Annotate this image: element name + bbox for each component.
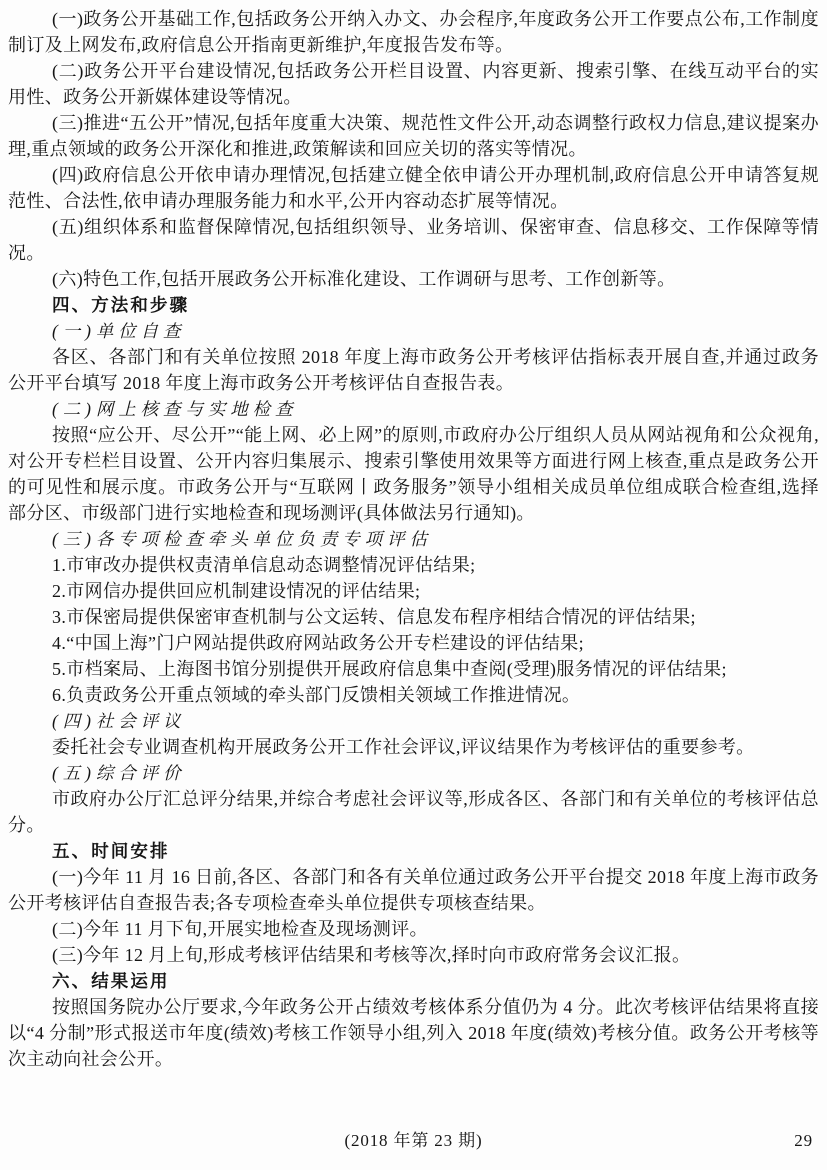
paragraph: 按照国务院办公厅要求,今年政务公开占绩效考核体系分值仍为 4 分。此次考核评估结果将直接以“4 分制”形式报送市年度(绩效)考核工作领导小组,列入 2018 年度(绩效)考核分值。政务公开考核等次主动向社会公开。 bbox=[8, 997, 819, 1069]
paragraph: 5.市档案局、上海图书馆分别提供开展政府信息集中查阅(受理)服务情况的评估结果; bbox=[52, 659, 727, 679]
paragraph: 2.市网信办提供回应机制建设情况的评估结果; bbox=[52, 581, 421, 601]
paragraph: 各区、各部门和有关单位按照 2018 年度上海市政务公开考核评估指标表开展自查,并通过政务公开平台填写 2018 年度上海市政务公开考核评估自查报告表。 bbox=[8, 347, 819, 393]
paragraph: 4.“中国上海”门户网站提供政府网站政务公开专栏建设的评估结果; bbox=[52, 633, 584, 653]
section-heading: 四、方法和步骤 bbox=[52, 295, 190, 315]
paragraph: 6.负责政务公开重点领域的牵头部门反馈相关领域工作推进情况。 bbox=[52, 685, 581, 705]
paragraph: (一)政务公开基础工作,包括政务公开纳入办文、办会程序,年度政务公开工作要点公布,工作制度制订及上网发布,政府信息公开指南更新维护,年度报告发布等。 bbox=[8, 9, 819, 55]
page-footer bbox=[0, 1128, 827, 1154]
sub-heading: (二)网上核查与实地检查 bbox=[52, 399, 298, 419]
paragraph: (五)组织体系和监督保障情况,包括组织领导、业务培训、保密审查、信息移交、工作保障等情况。 bbox=[8, 217, 819, 263]
sub-heading: (四)社会评议 bbox=[52, 711, 186, 731]
footer-issue-label: (2018 年第 23 期) bbox=[344, 1131, 483, 1150]
paragraph: 委托社会专业调查机构开展政务公开工作社会评议,评议结果作为考核评估的重要参考。 bbox=[52, 737, 755, 757]
paragraph: 1.市审改办提供权责清单信息动态调整情况评估结果; bbox=[52, 555, 476, 575]
paragraph: (四)政府信息公开依申请办理情况,包括建立健全依申请公开办理机制,政府信息公开申请答复规范性、合法性,依申请办理服务能力和水平,公开内容动态扩展等情况。 bbox=[8, 165, 819, 211]
paragraph: 市政府办公厅汇总评分结果,并综合考虑社会评议等,形成各区、各部门和有关单位的考核评估总分。 bbox=[8, 789, 819, 835]
paragraph: (二)政务公开平台建设情况,包括政务公开栏目设置、内容更新、搜索引擎、在线互动平台的实用性、政务公开新媒体建设等情况。 bbox=[8, 61, 819, 107]
sub-heading: (一)单位自查 bbox=[52, 321, 186, 341]
paragraph: 按照“应公开、尽公开”“能上网、必上网”的原则,市政府办公厅组织人员从网站视角和公众视角,对公开专栏栏目设置、公开内容归集展示、搜索引擎使用效果等方面进行网上核查,重点是政务公开的可见性和展示度。市政务公开与“互联网丨政务服务”领导小组相关成员单位组成联合检查组,选择部分区、市级部门进行实地检查和现场测评(具体做法另行通知)。 bbox=[8, 425, 819, 523]
footer-page-number: 29 bbox=[794, 1131, 813, 1150]
paragraph: (六)特色工作,包括开展政务公开标准化建设、工作调研与思考、工作创新等。 bbox=[52, 269, 676, 289]
section-heading: 五、时间安排 bbox=[52, 841, 170, 861]
paragraph: (二)今年 11 月下旬,开展实地检查及现场测评。 bbox=[52, 919, 428, 939]
document-body bbox=[8, 6, 819, 1072]
paragraph: (一)今年 11 月 16 日前,各区、各部门和各有关单位通过政务公开平台提交 2018 年度上海市政务公开考核评估自查报告表;各专项检查牵头单位提供专项核查结果。 bbox=[8, 867, 819, 913]
sub-heading: (三)各专项检查牵头单位负责专项评估 bbox=[52, 529, 432, 549]
paragraph: (三)今年 12 月上旬,形成考核评估结果和考核等次,择时向市政府常务会议汇报。 bbox=[52, 945, 691, 965]
section-heading: 六、结果运用 bbox=[52, 971, 170, 991]
paragraph: (三)推进“五公开”情况,包括年度重大决策、规范性文件公开,动态调整行政权力信息,建议提案办理,重点领域的政务公开深化和推进,政策解读和回应关切的落实等情况。 bbox=[8, 113, 819, 159]
sub-heading: (五)综合评价 bbox=[52, 763, 186, 783]
paragraph: 3.市保密局提供保密审查机制与公文运转、信息发布程序相结合情况的评估结果; bbox=[52, 607, 696, 627]
